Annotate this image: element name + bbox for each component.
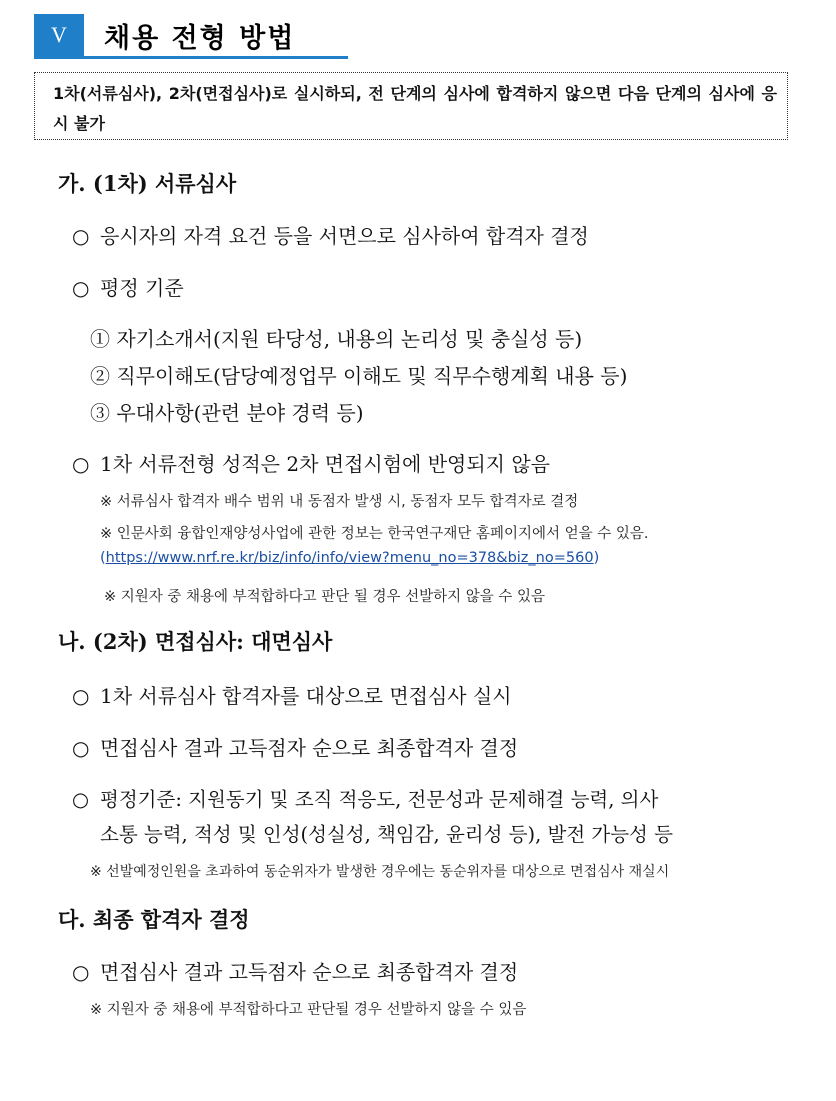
bullet-text: 면접심사 결과 고득점자 순으로 최종합격자 결정 (100, 736, 519, 760)
section-ga-bullet-3 (72, 448, 550, 477)
section-na-bullet-3-cont: 소통 능력, 적성 및 인성(성실성, 책임감, 윤리성 등), 발전 가능성 등 (100, 823, 673, 846)
section-da-note-1: ※ 지원자 중 채용에 부적합하다고 판단될 경우 선발하지 않을 수 있음 (90, 1002, 527, 1018)
bullet-marker: ○ (72, 452, 90, 476)
bullet-marker: ○ (72, 224, 90, 248)
section-header (34, 14, 348, 58)
bullet-marker: ○ (72, 736, 90, 760)
section-na-note-1: ※ 선발예정인원을 초과하여 동순위자가 발생한 경우에는 동순위자를 대상으로 면접심사 재실시 (90, 864, 670, 880)
summary-box: 1차(서류심사), 2차(면접심사)로 실시하되, 전 단계의 심사에 합격하지 않으면 다음 단계의 심사에 응시 불가 (34, 72, 788, 140)
bullet-text-line-1: 평정기준: 지원동기 및 조직 적응도, 전문성과 문제해결 능력, 의사 (100, 788, 659, 811)
section-na-title: 나. (2차) 면접심사: 대면심사 (58, 629, 333, 654)
roman-numeral-badge: V (34, 14, 84, 56)
bullet-marker: ○ (72, 788, 90, 811)
section-ga-note-1: ※ 서류심사 합격자 배수 범위 내 동점자 발생 시, 동점자 모두 합격자로 결정 (100, 494, 579, 510)
bullet-marker: ○ (72, 684, 90, 708)
page-title: 채용 전형 방법 (104, 23, 296, 54)
title-underline (34, 56, 348, 59)
section-na-bullet-1 (72, 680, 512, 709)
link-open-paren: ( (100, 550, 106, 566)
bullet-text: 1차 서류전형 성적은 2차 면접시험에 반영되지 않음 (100, 452, 550, 476)
section-ga-bullet-2 (72, 272, 184, 301)
criteria-item-2: ② 직무이해도(담당예정업무 이해도 및 직무수행계획 내용 등) (90, 364, 628, 388)
section-ga-note-2: ※ 인문사회 융합인재양성사업에 관한 정보는 한국연구재단 홈페이지에서 얻을 수 있음. (100, 526, 649, 542)
section-ga-bullet-1 (72, 220, 589, 249)
criteria-item-1: ① 자기소개서(지원 타당성, 내용의 논리성 및 충실성 등) (90, 327, 583, 351)
bullet-marker: ○ (72, 276, 90, 300)
section-ga-note-3: ※ 지원자 중 채용에 부적합하다고 판단 될 경우 선발하지 않을 수 있음 (104, 589, 546, 605)
section-na-bullet-2 (72, 732, 518, 761)
bullet-text: 평정 기준 (100, 276, 184, 300)
bullet-text: 1차 서류심사 합격자를 대상으로 면접심사 실시 (100, 684, 512, 708)
bullet-text: 면접심사 결과 고득점자 순으로 최종합격자 결정 (100, 960, 519, 984)
link-close-paren: ) (593, 550, 600, 566)
bullet-marker: ○ (72, 960, 90, 984)
criteria-item-3: ③ 우대사항(관련 분야 경력 등) (90, 401, 364, 425)
section-da-title: 다. 최종 합격자 결정 (58, 907, 250, 932)
section-ga-title: 가. (1차) 서류심사 (58, 171, 237, 196)
nrf-website-link[interactable]: https://www.nrf.re.kr/biz/info/info/view?menu_no=378&biz_no=560 (105, 550, 594, 566)
nrf-link-line (100, 550, 599, 566)
section-na-bullet-3 (72, 784, 658, 812)
bullet-text: 응시자의 자격 요건 등을 서면으로 심사하여 합격자 결정 (100, 224, 589, 248)
section-da-bullet-1 (72, 956, 518, 985)
